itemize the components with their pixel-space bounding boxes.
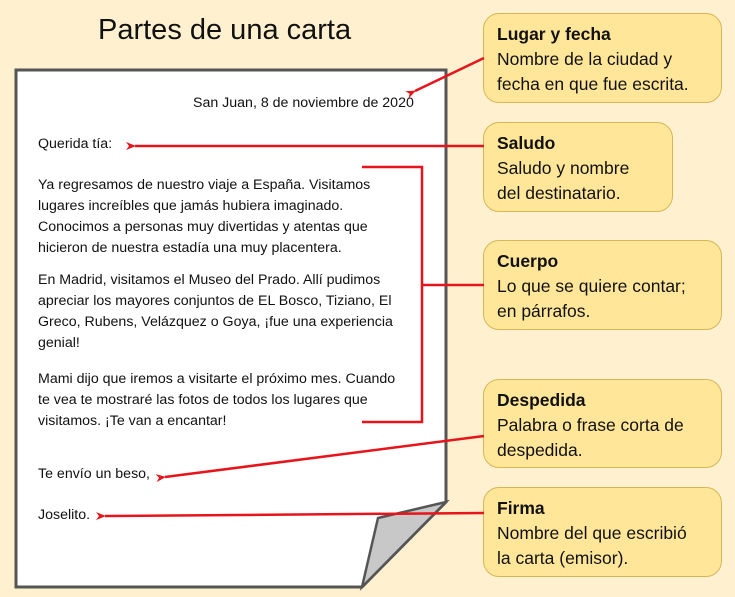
callout-text: despedida. (497, 440, 583, 460)
letter-signature: Joselito. (38, 507, 91, 523)
callout-title: Despedida (497, 390, 586, 410)
letter-closing: Te envío un beso, (38, 466, 151, 482)
paragraph-line: Mami dijo que iremos a visitarte el próximo mes. Cuando (38, 371, 396, 387)
letter-date: San Juan, 8 de noviembre de 2020 (193, 95, 414, 111)
paragraph-line: lugares increíbles que jamás hubiera imaginado. (38, 198, 344, 214)
diagram-title: Partes de una carta (98, 14, 352, 46)
callout-despedida (483, 379, 722, 468)
callout-text: del destinatario. (497, 183, 621, 203)
callout-text: Saludo y nombre (497, 158, 630, 178)
callout-text: Nombre del que escribió (497, 523, 687, 543)
paragraph-line: Greco, Rubens, Velázquez o Goya, ¡fue una experiencia (38, 314, 393, 330)
callout-text: fecha en que fue escrita. (497, 74, 689, 94)
paragraph-line: apreciar los mayores conjuntos de EL Bosco, Tiziano, El (38, 293, 392, 309)
callout-lugar-y-fecha (483, 13, 722, 103)
callout-firma (483, 487, 722, 577)
paragraph-line: genial! (38, 335, 80, 351)
callout-text: en párrafos. (497, 301, 591, 321)
callout-title: Saludo (497, 133, 556, 153)
callout-text: la carta (emisor). (497, 548, 629, 568)
letter-paragraph (38, 369, 395, 432)
paragraph-line: hicieron de nuestra estadía una muy placentera. (38, 240, 342, 256)
callout-text: Lo que se quiere contar; (497, 276, 686, 296)
callout-title: Lugar y fecha (497, 24, 611, 44)
paragraph-line: En Madrid, visitamos el Museo del Prado. Allí pudimos (38, 272, 381, 288)
paragraph-line: Ya regresamos de nuestro viaje a España. Visitamos (38, 177, 371, 193)
paragraph-line: Conocimos a personas muy divertidas y atentas que (38, 219, 368, 235)
paragraph-line: te vea te mostraré las fotos de todos los lugares que (38, 392, 368, 408)
callout-title: Cuerpo (497, 251, 559, 271)
callout-text: Nombre de la ciudad y (497, 49, 673, 69)
paragraph-line: visitamos. ¡Te van a encantar! (38, 413, 227, 429)
callout-cuerpo (483, 240, 722, 330)
letter-paragraph (38, 175, 370, 259)
letter-paragraph (38, 270, 393, 354)
callout-text: Palabra o frase corta de (497, 415, 684, 435)
callout-title: Firma (497, 498, 545, 518)
callout-saludo (483, 122, 673, 212)
letter-greeting: Querida tía: (38, 136, 113, 152)
